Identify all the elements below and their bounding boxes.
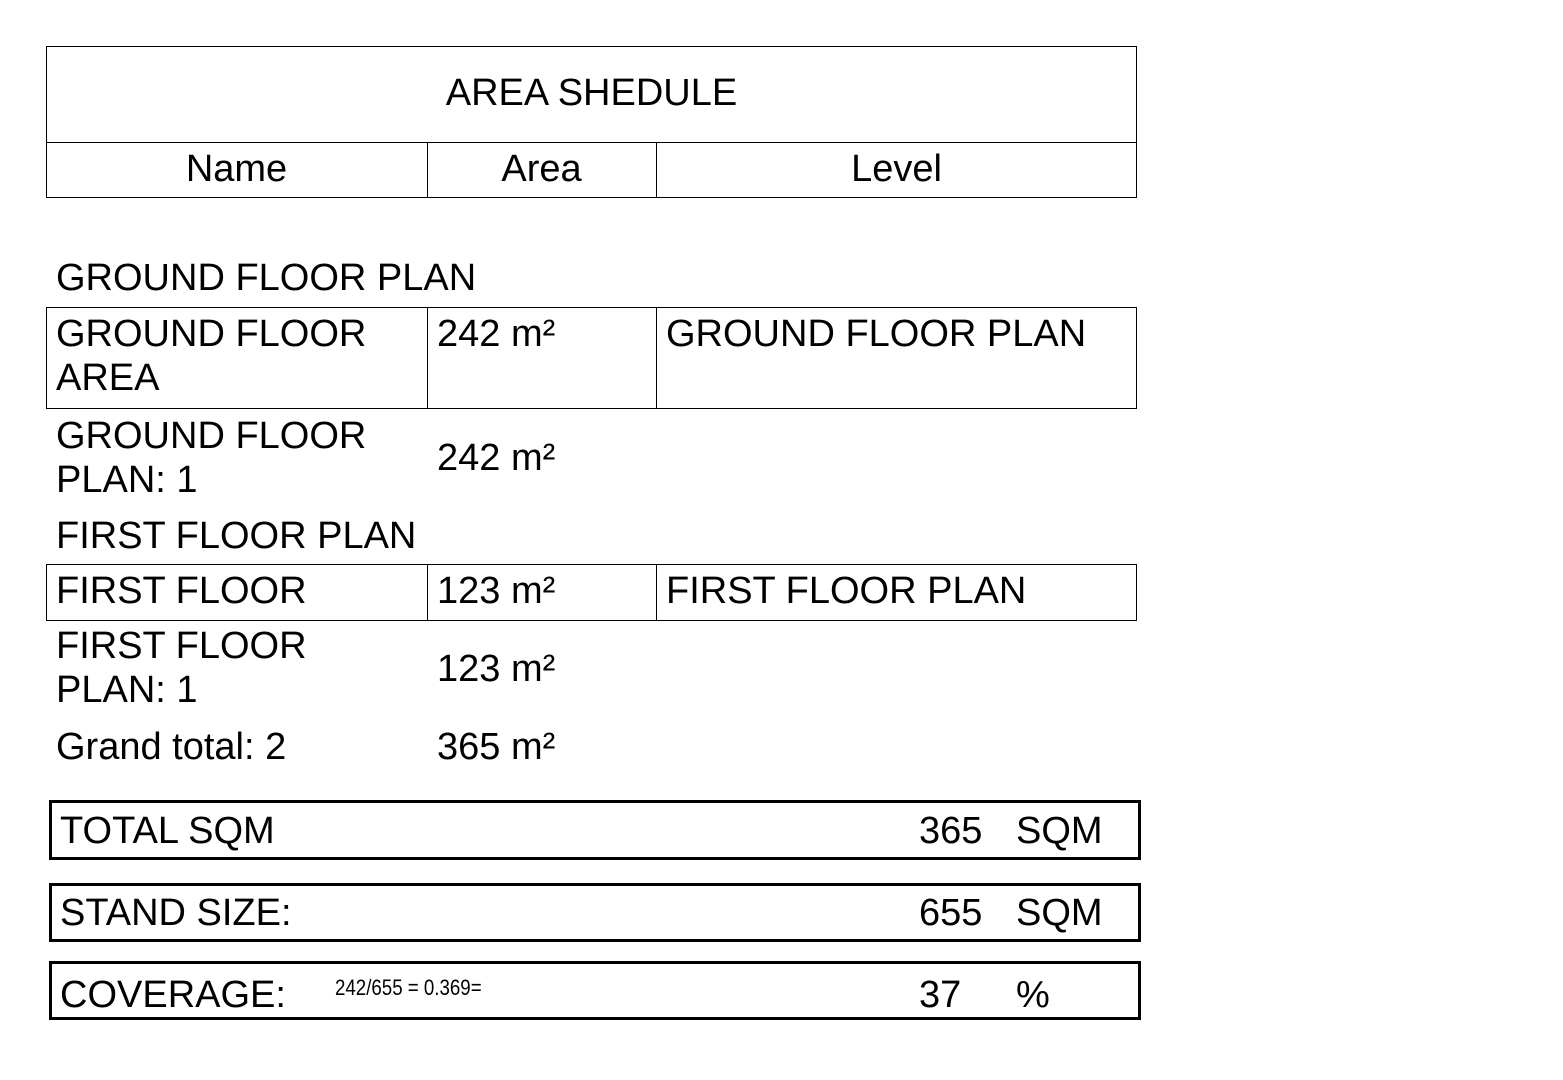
ground-subtotal-area: 242 m² — [437, 437, 556, 479]
group-heading-ground: GROUND FLOOR PLAN — [56, 257, 477, 299]
ground-row-area: 242 m² — [437, 313, 556, 355]
coverage-label: COVERAGE: — [60, 974, 286, 1016]
ground-row-level: GROUND FLOOR PLAN — [666, 313, 1087, 355]
first-subtotal-area: 123 m² — [437, 648, 556, 690]
total-sqm-unit: SQM — [1016, 810, 1103, 852]
first-subtotal-name-line2: PLAN: 1 — [56, 669, 198, 711]
coverage-unit: % — [1016, 974, 1050, 1016]
coverage-value: 37 — [919, 974, 962, 1016]
first-subtotal-name-line1: FIRST FLOOR — [56, 625, 307, 667]
schedule-title: AREA SHEDULE — [445, 72, 738, 114]
total-sqm-label: TOTAL SQM — [60, 810, 275, 852]
ground-subtotal-name-line1: GROUND FLOOR — [56, 415, 367, 457]
first-row-col-divider-1 — [427, 564, 428, 621]
stand-size-label: STAND SIZE: — [60, 892, 292, 934]
ground-row-col-divider-2 — [656, 307, 657, 409]
ground-row-col-divider-1 — [427, 307, 428, 409]
grand-total-area: 365 m² — [437, 726, 556, 768]
column-header-name: Name — [185, 148, 288, 190]
coverage-formula: 242/655 = 0.369= — [335, 975, 482, 1000]
total-sqm-value: 365 — [919, 810, 983, 852]
first-row-level: FIRST FLOOR PLAN — [666, 570, 1027, 612]
stand-size-value: 655 — [919, 892, 983, 934]
stand-size-unit: SQM — [1016, 892, 1103, 934]
header-divider — [46, 142, 1137, 143]
column-header-area: Area — [501, 148, 582, 190]
grand-total-label: Grand total: 2 — [56, 726, 287, 768]
group-heading-first: FIRST FLOOR PLAN — [56, 515, 417, 557]
ground-row-name-line2: AREA — [56, 357, 160, 399]
first-row-area: 123 m² — [437, 570, 556, 612]
column-header-level: Level — [851, 148, 942, 190]
ground-subtotal-name-line2: PLAN: 1 — [56, 459, 198, 501]
first-row-col-divider-2 — [656, 564, 657, 621]
ground-row-name-line1: GROUND FLOOR — [56, 313, 367, 355]
first-row-name: FIRST FLOOR — [56, 570, 307, 612]
